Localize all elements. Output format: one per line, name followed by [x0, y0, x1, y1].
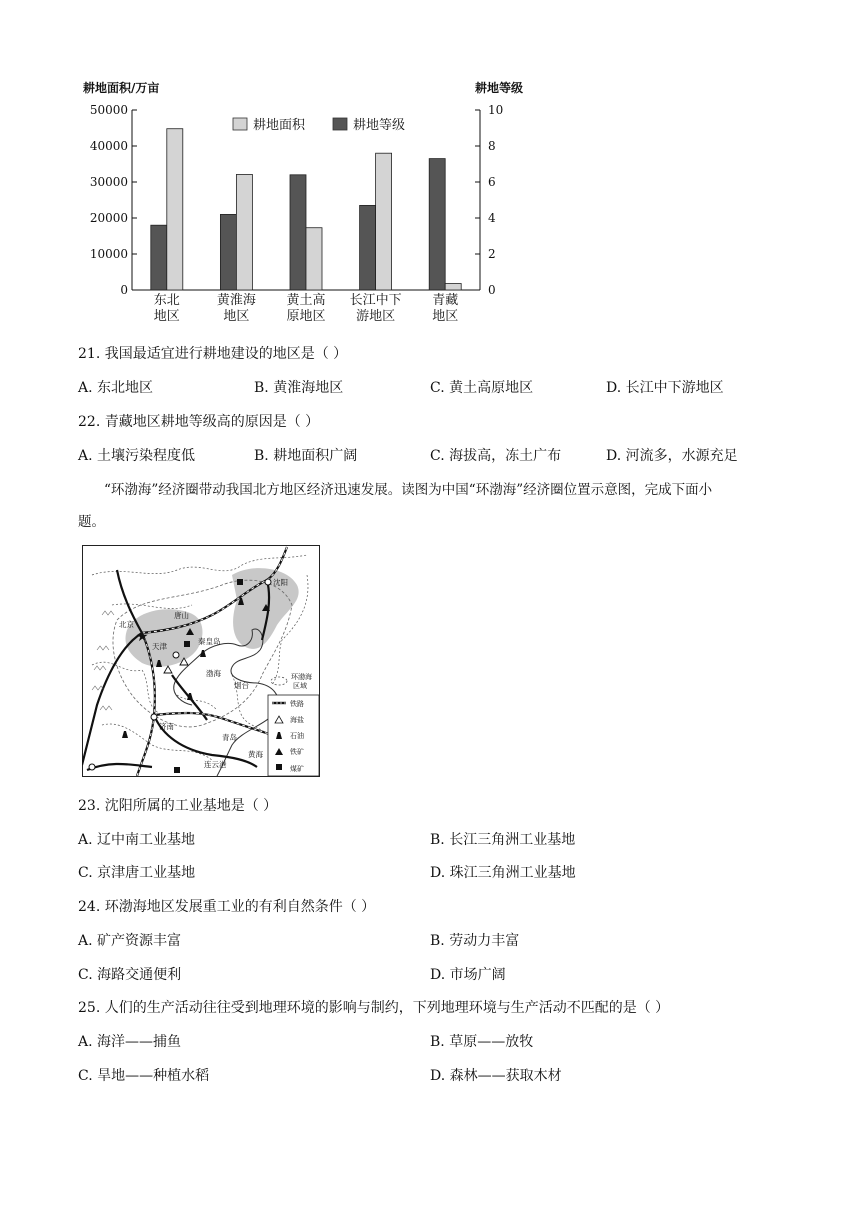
bar-grade [429, 159, 445, 290]
y-tick-label-left: 0 [120, 283, 128, 297]
y-axis-left-label: 耕地面积/万亩 [83, 81, 160, 95]
question-24-stem: 24. 环渤海地区发展重工业的有利自然条件（ ） [78, 899, 376, 915]
legend-label-grade: 耕地等级 [353, 118, 406, 133]
label-yantai: 烟台 [234, 681, 249, 690]
q21-option-a: A. 东北地区 [78, 380, 154, 396]
y-axis-right-label: 耕地等级 [475, 81, 524, 95]
x-category-label: 青藏 [432, 293, 459, 308]
x-category-label: 地区 [223, 309, 250, 324]
y-tick-label-left: 30000 [89, 175, 128, 189]
q22-option-d: D. 河流多，水源充足 [606, 448, 738, 464]
x-category-label: 东北 [153, 293, 180, 308]
bar-grade [151, 225, 167, 290]
q25-option-c: C. 旱地——种植水稻 [78, 1068, 210, 1084]
q23-option-b: B. 长江三角洲工业基地 [430, 832, 576, 848]
intro-paragraph-line2: 题。 [78, 514, 105, 530]
jinan-marker [151, 714, 157, 720]
bar-area [306, 228, 322, 290]
y-tick-label-left: 50000 [89, 103, 128, 117]
legend-label-area: 耕地面积 [253, 118, 306, 133]
x-category-label: 地区 [153, 309, 180, 324]
legend-oil-label: 石油 [290, 732, 304, 740]
q24-option-b: B. 劳动力丰富 [430, 933, 520, 949]
legend-coal-icon [276, 764, 282, 770]
q22-option-a: A. 土壤污染程度低 [78, 448, 196, 464]
question-23-stem: 23. 沈阳所属的工业基地是（ ） [78, 798, 278, 814]
coal-icon [184, 641, 190, 647]
chart-legend [233, 117, 405, 133]
legend-coal-label: 煤矿 [290, 765, 304, 773]
legend-region-label: 环渤海 [291, 673, 312, 681]
label-qingdao: 青岛 [222, 733, 237, 742]
legend-swatch-area [233, 118, 247, 130]
shenyang-marker [265, 579, 271, 585]
label-tangshan: 唐山 [174, 611, 189, 620]
beijing-star-icon: ★ [136, 629, 149, 645]
q24-option-a: A. 矿产资源丰富 [78, 933, 182, 949]
label-qinhuangdao: 秦皇岛 [198, 637, 221, 646]
q22-option-b: B. 耕地面积广阔 [254, 448, 358, 464]
q25-option-d: D. 森林——获取木材 [430, 1068, 562, 1084]
q24-option-c: C. 海路交通便利 [78, 967, 182, 983]
y-tick-label-left: 40000 [89, 139, 128, 153]
q22-option-c: C. 海拔高，冻土广布 [430, 448, 562, 464]
label-bohai: 渤海 [206, 669, 221, 678]
coal-icon [174, 767, 180, 773]
legend-sea-salt-label: 海盐 [290, 716, 304, 724]
legend-swatch-grade [333, 118, 347, 130]
city-marker [89, 764, 95, 770]
x-category-label: 原地区 [286, 309, 326, 324]
legend-region-label-2: 区域 [293, 682, 307, 690]
label-shenyang: 沈阳 [273, 578, 288, 587]
bar-area [376, 153, 392, 290]
x-category-label: 黄淮海 [216, 293, 256, 308]
bar-area [167, 129, 183, 290]
q21-option-d: D. 长江中下游地区 [606, 380, 724, 396]
y-tick-label-right: 6 [488, 175, 496, 189]
y-tick-label-right: 8 [488, 139, 496, 153]
bar-grade [220, 214, 236, 290]
q25-option-a: A. 海洋——捕鱼 [78, 1034, 182, 1050]
legend-railway-label: 铁路 [290, 700, 304, 708]
y-tick-label-left: 20000 [89, 211, 128, 225]
q21-option-c: C. 黄土高原地区 [430, 380, 534, 396]
y-tick-label-right: 2 [488, 247, 496, 261]
bar-area [445, 284, 461, 290]
q25-option-b: B. 草原——放牧 [430, 1034, 534, 1050]
farmland-chart [70, 72, 550, 334]
question-21-stem: 21. 我国最适宜进行耕地建设的地区是（ ） [78, 346, 348, 362]
label-tianjin: 天津 [152, 642, 167, 651]
label-huanghai: 黄海 [248, 750, 263, 759]
tianjin-marker [173, 652, 179, 658]
q23-option-d: D. 珠江三角洲工业基地 [430, 865, 576, 881]
x-category-label: 游地区 [356, 309, 396, 324]
question-25-stem: 25. 人们的生产活动往往受到地理环境的影响与制约，下列地理环境与生产活动不匹配的是（ ） [78, 1000, 670, 1016]
legend-iron-label: 铁矿 [290, 748, 304, 756]
intro-paragraph-line1: “环渤海”经济圈带动我国北方地区经济迅速发展。读图为中国“环渤海”经济圈位置示意图，完成下面小 [104, 482, 713, 498]
y-tick-label-right: 0 [488, 283, 496, 297]
bohai-economic-circle-map [82, 545, 320, 777]
bar-grade [290, 175, 306, 290]
x-category-label: 黄土高 [286, 293, 326, 308]
label-jinan: 济南 [159, 722, 174, 731]
x-category-label: 地区 [432, 309, 459, 324]
coal-icon [237, 579, 243, 585]
bar-area [236, 174, 252, 290]
x-category-label: 长江中下 [349, 293, 402, 308]
question-22-stem: 22. 青藏地区耕地等级高的原因是（ ） [78, 414, 320, 430]
label-lianyungang: 连云港 [204, 760, 227, 769]
q23-option-c: C. 京津唐工业基地 [78, 865, 196, 881]
y-tick-label-right: 10 [488, 103, 504, 117]
q21-option-b: B. 黄淮海地区 [254, 380, 344, 396]
y-tick-label-right: 4 [488, 211, 496, 225]
q24-option-d: D. 市场广阔 [430, 967, 506, 983]
y-tick-label-left: 10000 [89, 247, 128, 261]
bar-grade [360, 205, 376, 290]
q23-option-a: A. 辽中南工业基地 [78, 832, 196, 848]
label-beijing: 北京 [119, 620, 134, 629]
